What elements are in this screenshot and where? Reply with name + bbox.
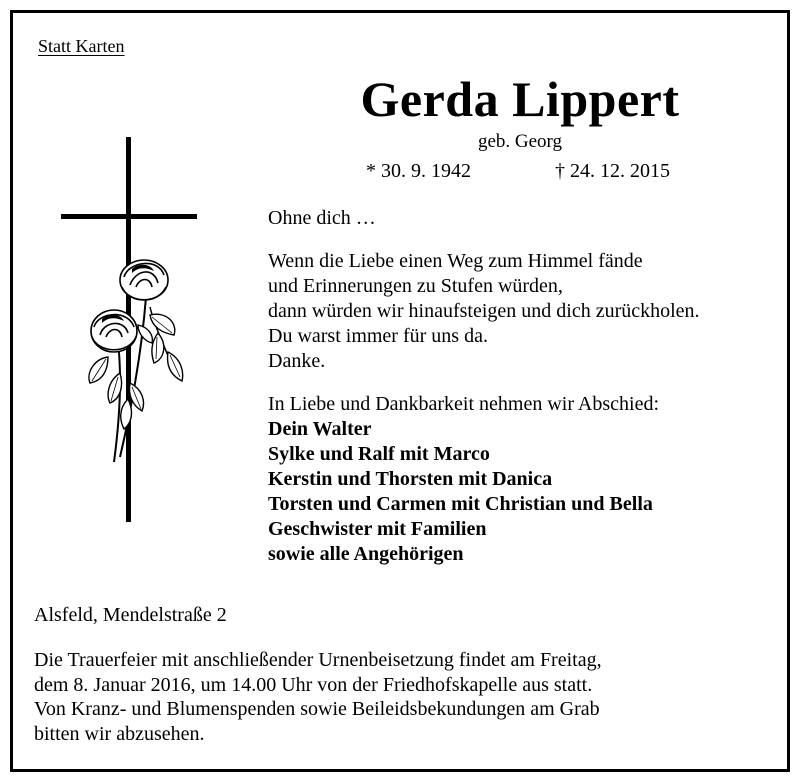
- mourner-line: Geschwister mit Familien: [268, 518, 487, 540]
- cross-with-roses-icon: [58, 137, 203, 527]
- mourner-line: Dein Walter: [268, 418, 372, 440]
- death-date: † 24. 12. 2015: [555, 160, 670, 182]
- poem-line: und Erinnerungen zu Stufen würden,: [268, 275, 563, 297]
- notice-line: dem 8. Januar 2016, um 14.00 Uhr von der Friedhofskapelle aus statt.: [34, 673, 593, 696]
- maiden-name: geb. Georg: [477, 131, 563, 152]
- poem-line: Du warst immer für uns da.: [268, 325, 488, 347]
- statt-karten-label: Statt Karten: [38, 36, 125, 56]
- poem-line: dann würden wir hinaufsteigen und dich zurückholen.: [268, 300, 700, 322]
- farewell-intro: In Liebe und Dankbarkeit nehmen wir Abschied:: [268, 393, 659, 415]
- notice-line: Von Kranz- und Blumenspenden sowie Beileidsbekundungen am Grab: [34, 698, 600, 720]
- birth-date: * 30. 9. 1942: [366, 160, 471, 182]
- notice-line: Die Trauerfeier mit anschließender Urnenbeisetzung findet am Freitag,: [34, 649, 602, 671]
- mourner-line: Sylke und Ralf mit Marco: [268, 443, 490, 465]
- poem-line: Danke.: [268, 350, 326, 372]
- poem-line: Wenn die Liebe einen Weg zum Himmel fände: [268, 250, 643, 272]
- mourner-line: Kerstin und Thorsten mit Danica: [268, 468, 553, 490]
- funeral-notice: [34, 648, 602, 746]
- notice-line: bitten wir abzusehen.: [34, 722, 205, 745]
- poem-intro: Ohne dich …: [268, 207, 376, 229]
- mourner-line: sowie alle Angehörigen: [268, 543, 464, 565]
- mourner-line: Torsten und Carmen mit Christian und Bella: [268, 493, 653, 515]
- address: Alsfeld, Mendelstraße 2: [34, 604, 227, 626]
- deceased-name: Gerda Lippert: [360, 71, 680, 127]
